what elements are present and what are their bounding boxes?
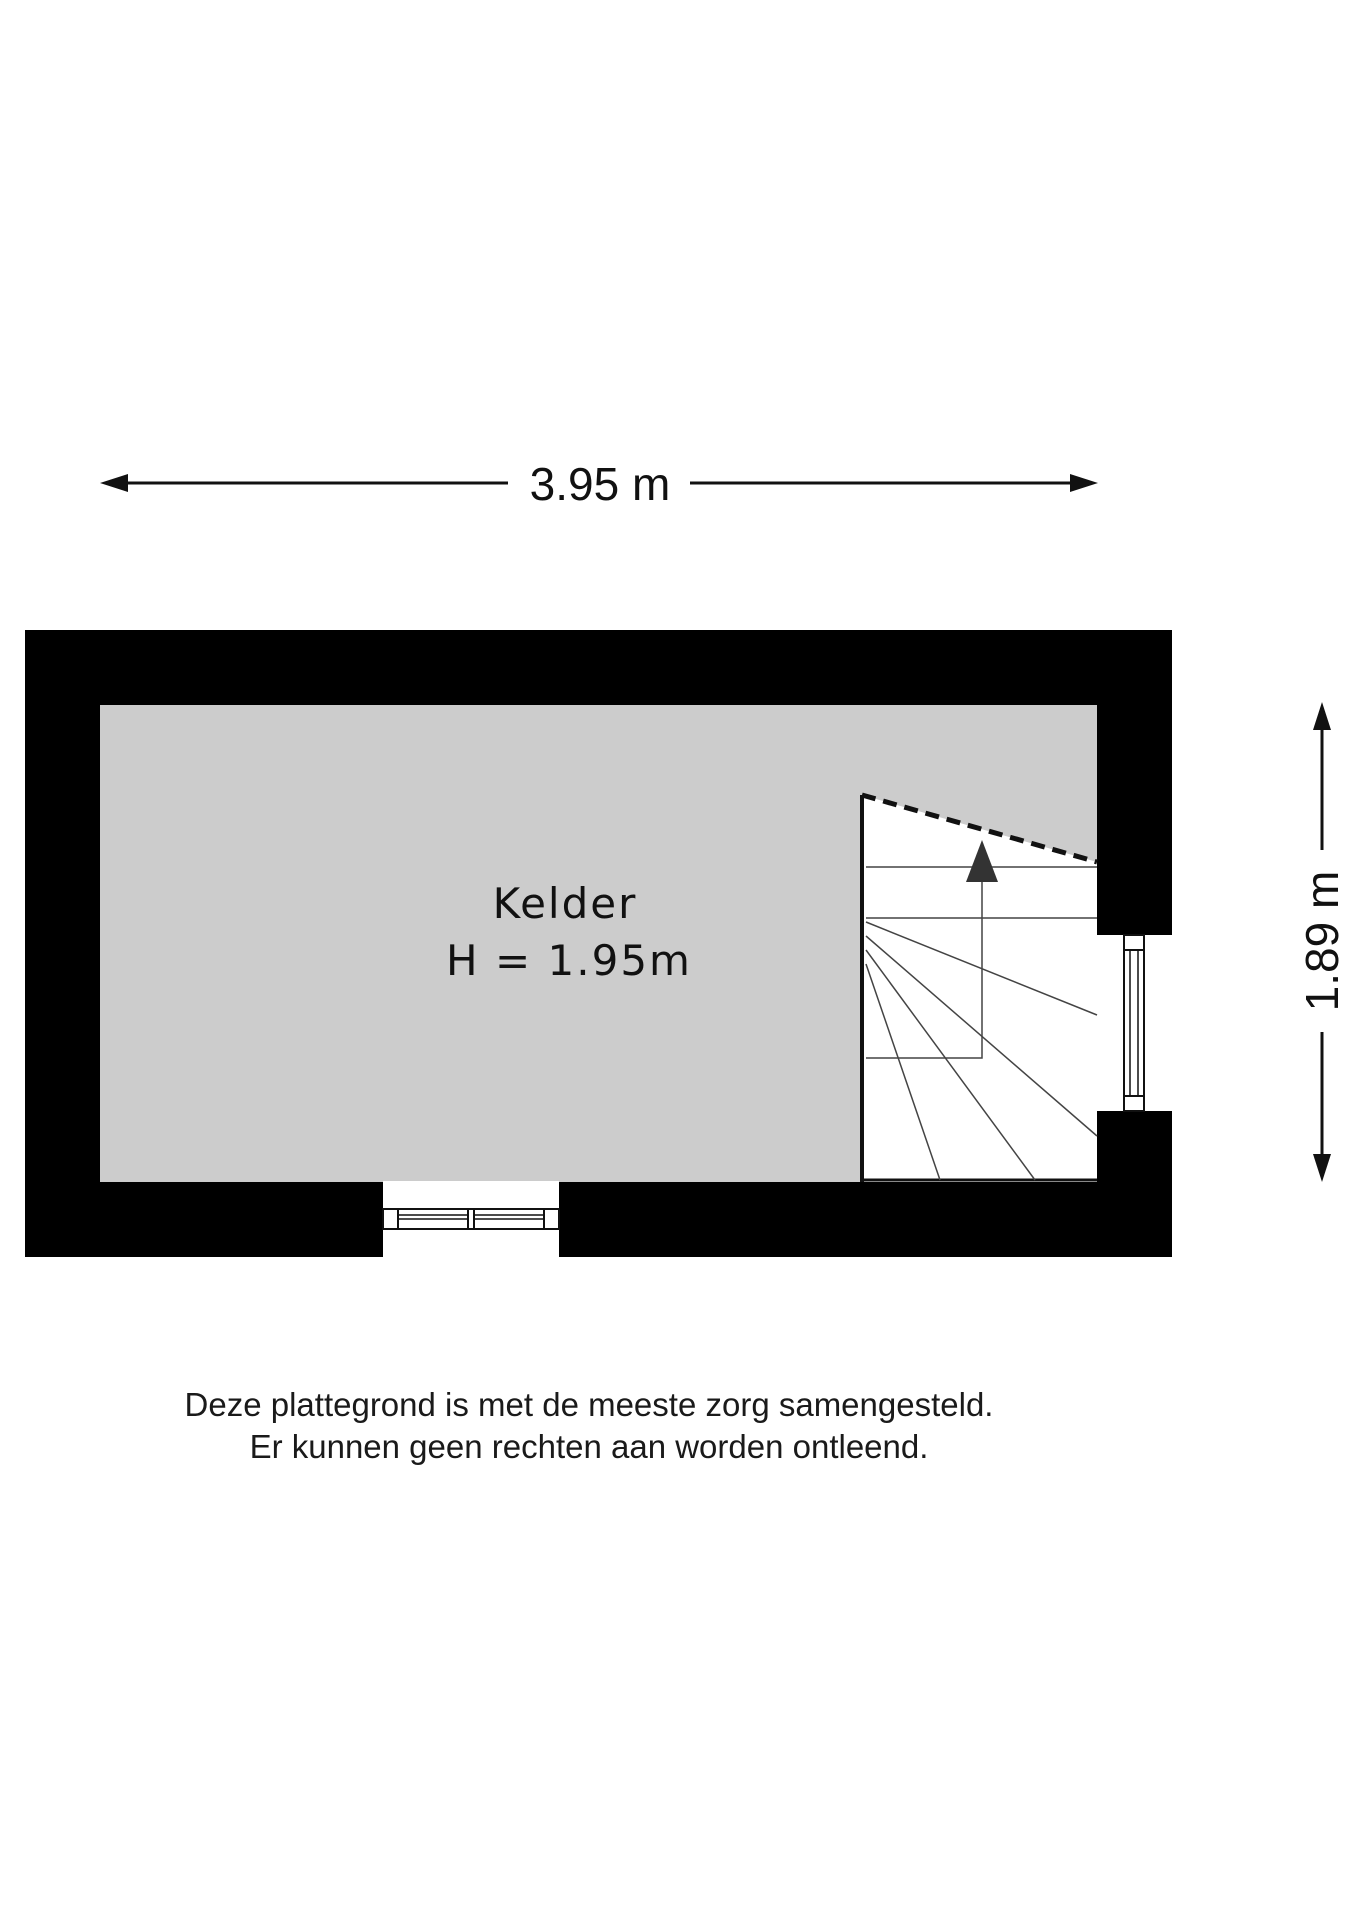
depth-dimension: [1296, 702, 1348, 1182]
room-name: Kelder: [492, 879, 638, 928]
width-dimension-label: 3.95 m: [529, 458, 671, 510]
width-dimension: [100, 458, 1098, 510]
window-bottom: [383, 1181, 559, 1257]
width-arrowhead-left: [100, 474, 128, 492]
disclaimer-line-2: Er kunnen geen rechten aan worden ontleend.: [249, 1428, 929, 1465]
disclaimer-line-1: Deze plattegrond is met de meeste zorg samengesteld.: [184, 1386, 994, 1423]
width-arrowhead-right: [1070, 474, 1098, 492]
depth-arrowhead-bottom: [1313, 1154, 1331, 1182]
room-height: H = 1.95m: [446, 936, 692, 985]
staircase: [862, 795, 1097, 1182]
depth-arrowhead-top: [1313, 702, 1331, 730]
disclaimer: [0, 1384, 1178, 1468]
window-right: [1096, 935, 1172, 1111]
depth-dimension-label: 1.89 m: [1296, 870, 1348, 1012]
